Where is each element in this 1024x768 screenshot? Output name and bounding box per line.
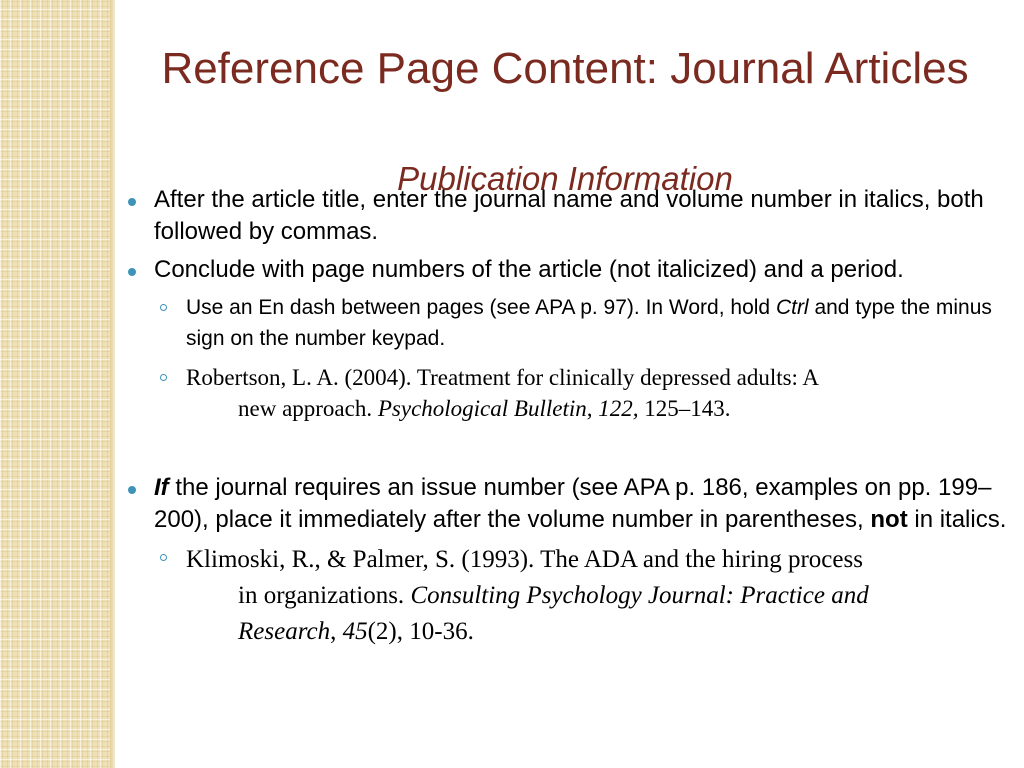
reference-text: in organizations. bbox=[238, 582, 411, 609]
issue-pages: (2), 10-36. bbox=[367, 618, 474, 645]
page-range: 125–143. bbox=[638, 396, 731, 421]
reference-example bbox=[128, 362, 1008, 424]
reference-text: , bbox=[330, 618, 343, 645]
bullet-dot-icon bbox=[128, 198, 136, 206]
journal-name: Psychological Bulletin, 122, bbox=[377, 396, 639, 421]
reference-example bbox=[128, 542, 1008, 650]
bullet-item bbox=[128, 254, 1008, 286]
volume-number: 45 bbox=[342, 618, 368, 645]
slide-title: Reference Page Content: Journal Articles bbox=[161, 44, 969, 93]
reference-line: Klimoski, R., & Palmer, S. (1993). The ADA and the hiring process bbox=[186, 546, 863, 573]
bullet-text: After the article title, enter the journal name and volume number in italics, both followed by commas. bbox=[154, 186, 984, 245]
bullet-text: Conclude with page numbers of the article (not italicized) and a period. bbox=[154, 256, 904, 283]
reference-line: Robertson, L. A. (2004). Treatment for clinically depressed adults: A bbox=[186, 365, 820, 390]
bullet-lead-italic: If bbox=[154, 474, 169, 501]
sub-bullet-text: Use an En dash between pages (see APA p. 97). In Word, hold bbox=[186, 296, 776, 319]
bullet-bold: not bbox=[870, 506, 908, 533]
journal-name: Consulting Psychology Journal: Practice and bbox=[410, 582, 869, 609]
bullet-dot-icon bbox=[128, 486, 136, 494]
journal-name: Research bbox=[238, 618, 331, 645]
bullet-text: in italics. bbox=[907, 506, 1007, 533]
sub-bullet-italic: Ctrl bbox=[775, 296, 809, 319]
reference-hanging-line bbox=[186, 393, 1008, 424]
sub-bullet-ring-icon bbox=[160, 374, 167, 381]
sub-bullet-ring-icon bbox=[160, 554, 167, 561]
bullet-dot-icon bbox=[128, 268, 136, 276]
sub-bullet-ring-icon bbox=[160, 304, 167, 311]
reference-hanging-line bbox=[186, 614, 1008, 650]
reference-hanging-line bbox=[186, 578, 1008, 614]
slide-content bbox=[128, 184, 1008, 658]
decorative-side-strip bbox=[0, 0, 110, 768]
bullet-item bbox=[128, 184, 1008, 248]
sub-bullet-text: and type the minus sign on the number keypad. bbox=[186, 296, 992, 350]
bullet-text: the journal requires an issue number (see APA p. 186, examples on pp. 199–200), place it immediately after the volume number in parentheses, bbox=[154, 474, 992, 533]
bullet-item bbox=[128, 472, 1008, 536]
spacer bbox=[128, 432, 1008, 472]
reference-text: new approach. bbox=[238, 396, 378, 421]
sub-bullet-item bbox=[128, 292, 1008, 354]
side-strip-edge bbox=[110, 0, 115, 768]
slide-subtitle: Publication Information bbox=[397, 160, 733, 197]
